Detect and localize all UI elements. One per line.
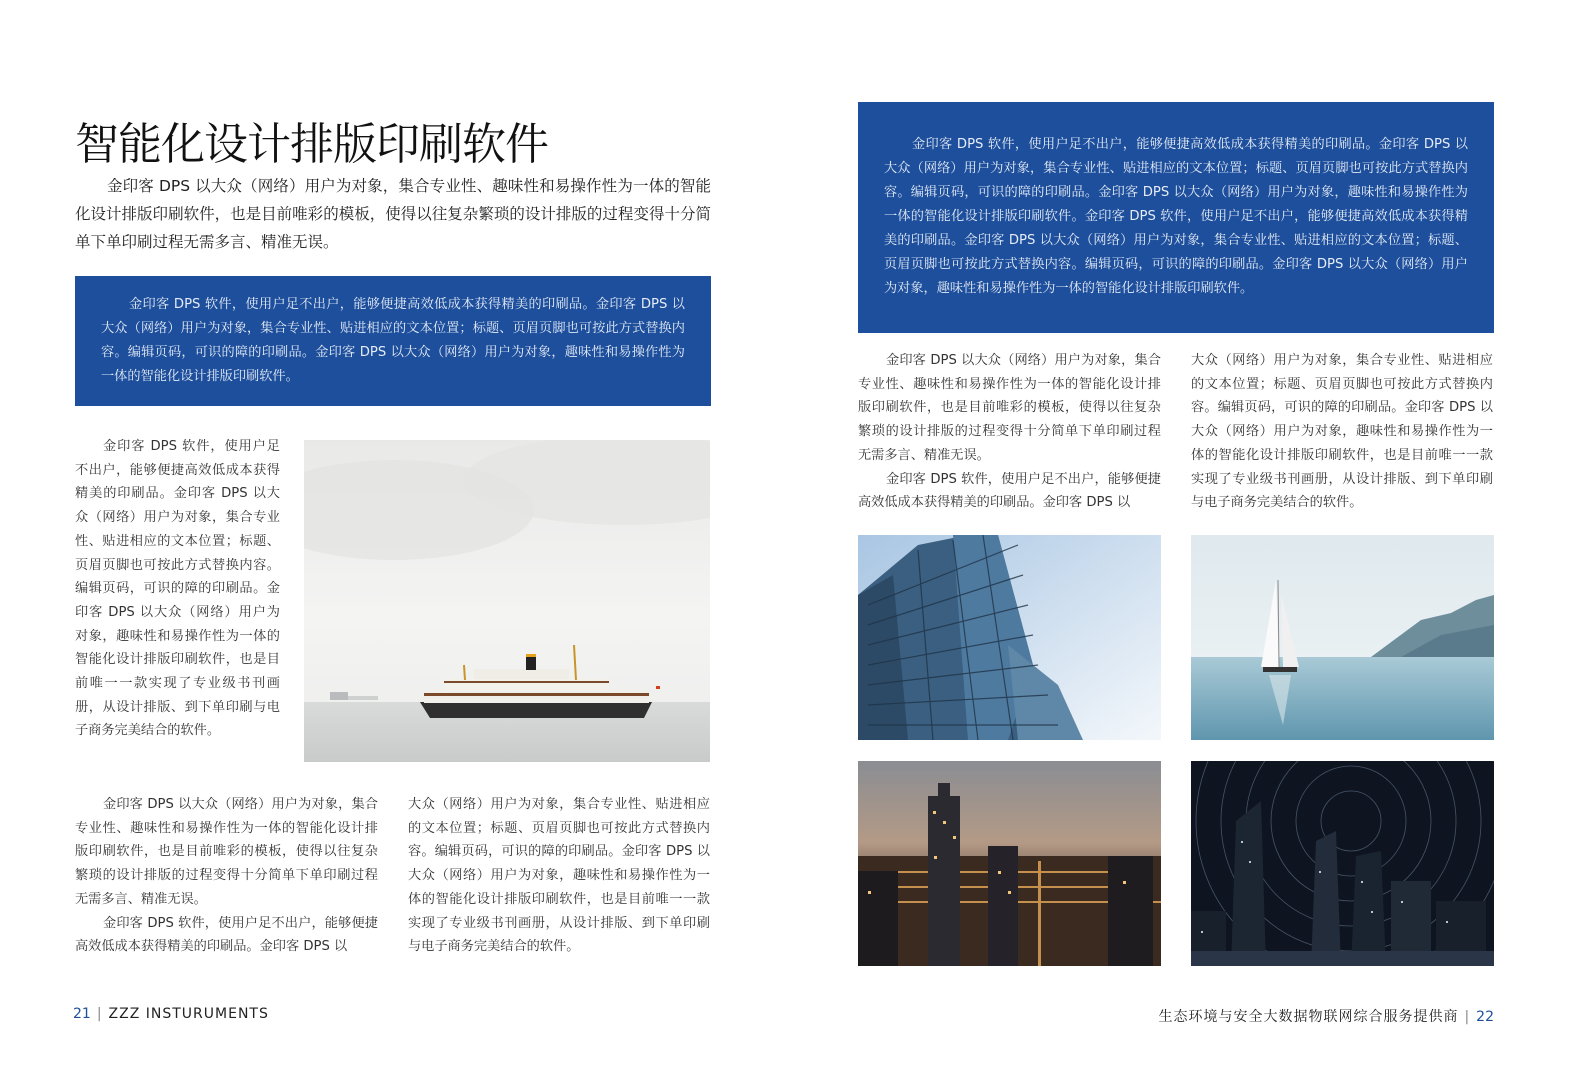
city-night-photo	[858, 761, 1161, 966]
column-paragraph: 大众（网络）用户为对象，集合专业性、贴进相应的文本位置；标题、页眉页脚也可按此方式替换内容。编辑页码，可识的障的印刷品。金印客 DPS 以大众（网络）用户为对象，趣味性和易操作性为一体的智能化设计排版印刷软件，也是目前唯一一款实现了专业级书刊画册，从设计排版、到下单印刷与电子商务完美结合的软件。	[408, 797, 710, 955]
left-blue-box-text: 金印客 DPS 软件，使用户足不出户，能够便捷高效低成本获得精美的印刷品。金印客 DPS 以大众（网络）用户为对象，集合专业性、贴进相应的文本位置；标题、页眉页脚也可按此方式替换内容。编辑页码，可识的障的印刷品。金印客 DPS 以大众（网络）用户为对象，趣味性和易操作性为一体的智能化设计排版印刷软件。	[101, 297, 685, 384]
sailboat-photo	[1191, 535, 1494, 740]
right-footer: 生态环境与安全大数据物联网综合服务提供商 | 22	[1158, 1009, 1494, 1025]
column-paragraph: 金印客 DPS 软件，使用户足不出户，能够便捷高效低成本获得精美的印刷品。金印客 DPS 以	[75, 915, 378, 955]
left-blue-text-box	[75, 276, 711, 406]
narrow-paragraph: 金印客 DPS 软件，使用户足不出户，能够便捷高效低成本获得精美的印刷品。金印客 DPS 以大众（网络）用户为对象，集合专业性、贴进相应的文本位置；标题、页眉页脚也可按此方式替换内容。编辑页码，可识的障的印刷品。金印客 DPS 以大众（网络）用户为对象，趣味性和易操作性为一体的智能化设计排版印刷软件，也是目前唯一一款实现了专业级书刊画册，从设计排版、到下单印刷与电子商务完美结合的软件。	[75, 439, 280, 739]
page-title: 智能化设计排版印刷软件	[75, 119, 548, 170]
right-blue-text-box	[858, 102, 1494, 333]
right-top-column-1	[858, 349, 1161, 515]
right-top-column-2	[1191, 349, 1493, 515]
page-number: 22	[1476, 1009, 1494, 1025]
column-paragraph: 金印客 DPS 以大众（网络）用户为对象，集合专业性、趣味性和易操作性为一体的智能化设计排版印刷软件，也是目前唯彩的模板，使得以往复杂繁琐的设计排版的过程变得十分简单下单印刷过程无需多言、精准无误。	[75, 797, 378, 907]
page-number: 21	[73, 1006, 91, 1022]
star-trail-city-photo	[1191, 761, 1494, 966]
column-paragraph: 金印客 DPS 软件，使用户足不出户，能够便捷高效低成本获得精美的印刷品。金印客 DPS 以	[858, 471, 1161, 511]
column-paragraph: 大众（网络）用户为对象，集合专业性、贴进相应的文本位置；标题、页眉页脚也可按此方式替换内容。编辑页码，可识的障的印刷品。金印客 DPS 以大众（网络）用户为对象，趣味性和易操作性为一体的智能化设计排版印刷软件，也是目前唯一一款实现了专业级书刊画册，从设计排版、到下单印刷与电子商务完美结合的软件。	[1191, 353, 1493, 511]
column-paragraph: 金印客 DPS 以大众（网络）用户为对象，集合专业性、趣味性和易操作性为一体的智能化设计排版印刷软件，也是目前唯彩的模板，使得以往复杂繁琐的设计排版的过程变得十分简单下单印刷过程无需多言、精准无误。	[858, 353, 1161, 463]
footer-tagline: 生态环境与安全大数据物联网综合服务提供商	[1158, 1009, 1459, 1025]
right-blue-box-text: 金印客 DPS 软件，使用户足不出户，能够便捷高效低成本获得精美的印刷品。金印客 DPS 以大众（网络）用户为对象，集合专业性、贴进相应的文本位置；标题、页眉页脚也可按此方式替换内容。编辑页码，可识的障的印刷品。金印客 DPS 以大众（网络）用户为对象，趣味性和易操作性为一体的智能化设计排版印刷软件。金印客 DPS 软件，使用户足不出户，能够便捷高效低成本获得精美的印刷品。金印客 DPS 以大众（网络）用户为对象，集合专业性、贴进相应的文本位置；标题、页眉页脚也可按此方式替换内容。编辑页码，可识的障的印刷品。金印客 DPS 以大众（网络）用户为对象，趣味性和易操作性为一体的智能化设计排版印刷软件。	[884, 137, 1468, 296]
skyscraper-photo	[858, 535, 1161, 740]
left-footer: 21 | ZZZ INSTURUMENTS	[73, 1006, 269, 1022]
ferry-ship-photo	[304, 440, 710, 762]
left-narrow-text-column	[75, 435, 280, 743]
left-bottom-column-1	[75, 793, 378, 959]
intro-paragraph: 金印客 DPS 以大众（网络）用户为对象，集合专业性、趣味性和易操作性为一体的智能化设计排版印刷软件，也是目前唯彩的模板，使得以往复杂繁琐的设计排版的过程变得十分简单下单印刷过程无需多言、精准无误。	[75, 177, 711, 251]
footer-brand: ZZZ INSTURUMENTS	[108, 1006, 269, 1022]
left-bottom-column-2	[408, 793, 710, 959]
